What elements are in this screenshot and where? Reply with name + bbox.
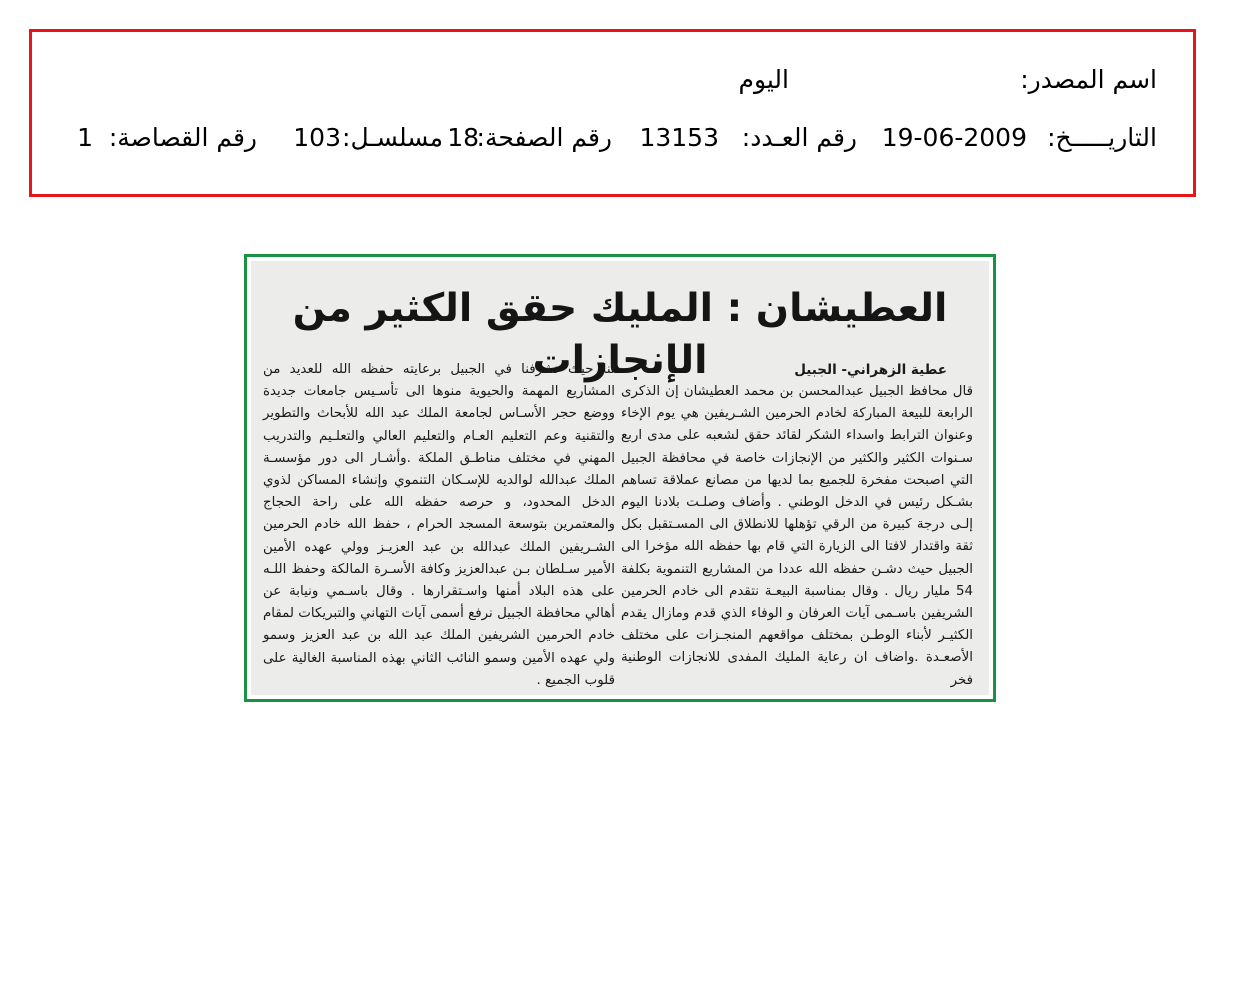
article-text-left: لنا حيث تشرفنا في الجبيل برعايته حفظه الله للعديد من المشاريع المهمة والحيوية منوها الى تأسـيس جامعات جديدة ووضع حجر الأسـاس لجامعة الملك عبد الله للأبحاث والتطوير والتقنية وعم التعليم العـام والتعليم العالي والتعلـيم والتدريب المهني في مختلف مناطـق الملكة .وأشـار الى دور مؤسسـة الملك عبدالله لوالديه للإسـكان التنموي وإنشاء المساكن لذوي الدخل المحدود، و حرصه حفظه الله على راحة الحجاج والمعتمرين بتوسعة المسجد الحرام ، حفظ الله خادم الحرمين الشـريفين الملك عبدالله بن عبد العزيـز وولي عهده الأمين الأمير سـلطان بـن عبدالعزيز وكافة الأسـرة المالكة وحفظ اللـه على هذه البلاد أمنها واسـتقرارها . وقال باسـمي ونيابة عن أهالي محافظة الجبيل نرفع أسمى آيات التهاني والتبريكات لمقام خادم الحرمين الشريفين الملك عبد الله بن عبد العزيز وسمو ولي عهده الأمين وسمو النائب الثاني بهذه المناسبة الغالية على قلوب الجميع . (263, 362, 615, 688)
clip-number-value: 1 (77, 123, 93, 152)
clip-number-label: رقم القصاصة: (108, 123, 257, 152)
date-value: 19-06-2009 (881, 123, 1027, 152)
details-row (32, 118, 1193, 158)
article-body (251, 261, 989, 695)
page-label: رقم الصفحة: (476, 123, 612, 152)
issue-value: 13153 (639, 123, 719, 152)
source-label: اسم المصدر: (1020, 65, 1157, 94)
source-row (32, 60, 1193, 100)
article-headline: العطيشان : المليك حقق الكثير من الإنجازات (292, 286, 948, 383)
date-label: التاريـــــخ: (1047, 123, 1157, 152)
article-clipping (244, 254, 996, 702)
serial-value: 103 (293, 123, 341, 152)
source-value: اليوم (738, 65, 789, 94)
issue-label: رقم العـدد: (741, 123, 857, 152)
clipping-metadata-box (29, 29, 1196, 197)
article-column-right (621, 359, 973, 692)
page-value: 18 (447, 123, 479, 152)
article-text-right: قال محافظ الجبيل عبدالمحسن بن محمد العطيشان إن الذكرى الرابعة للبيعة المباركة لخادم الحرمين الشـريفين هي يوم الإخاء وعنوان الترابط واسداء الشكر لقائد حقق لشعبه على مدى اربع سـنوات الكثير والكثير من الإنجازات خاصة في محافظة الجبيل التي اصبحت مفخرة للجميع بما لديها من مصانع عملاقة تساهم بشـكل رئيس في الدخل الوطني . وأضاف وصلـت بلادنا اليوم إلـى درجة كبيرة من الرقي تؤهلها للانطلاق الى المسـتقبل بكل ثقة واقتدار لافتا الى الزيارة التي قام بها حفظه الله مؤخرا الى الجبيل حيث دشـن حفظه الله عددا من المشاريع التنموية بكلفة 54 مليار ريال . وقال بمناسبة البيعـة نتقدم الى خادم الحرمين الشريفين باسـمى آيات العرفان و الوفاء الذي قدم ومازال يقدم الكثيـر لأبناء الوطـن بمختلف مواقعهم المنجـزات على مختلف الأصعـدة .واضاف ان رعاية المليك المفدى للانجازات الوطنية فخر (621, 384, 973, 688)
article-column-left (263, 359, 615, 692)
serial-label: مسلسـل: (342, 123, 443, 152)
article-byline: عطية الزهراني- الجبيل (794, 362, 947, 378)
